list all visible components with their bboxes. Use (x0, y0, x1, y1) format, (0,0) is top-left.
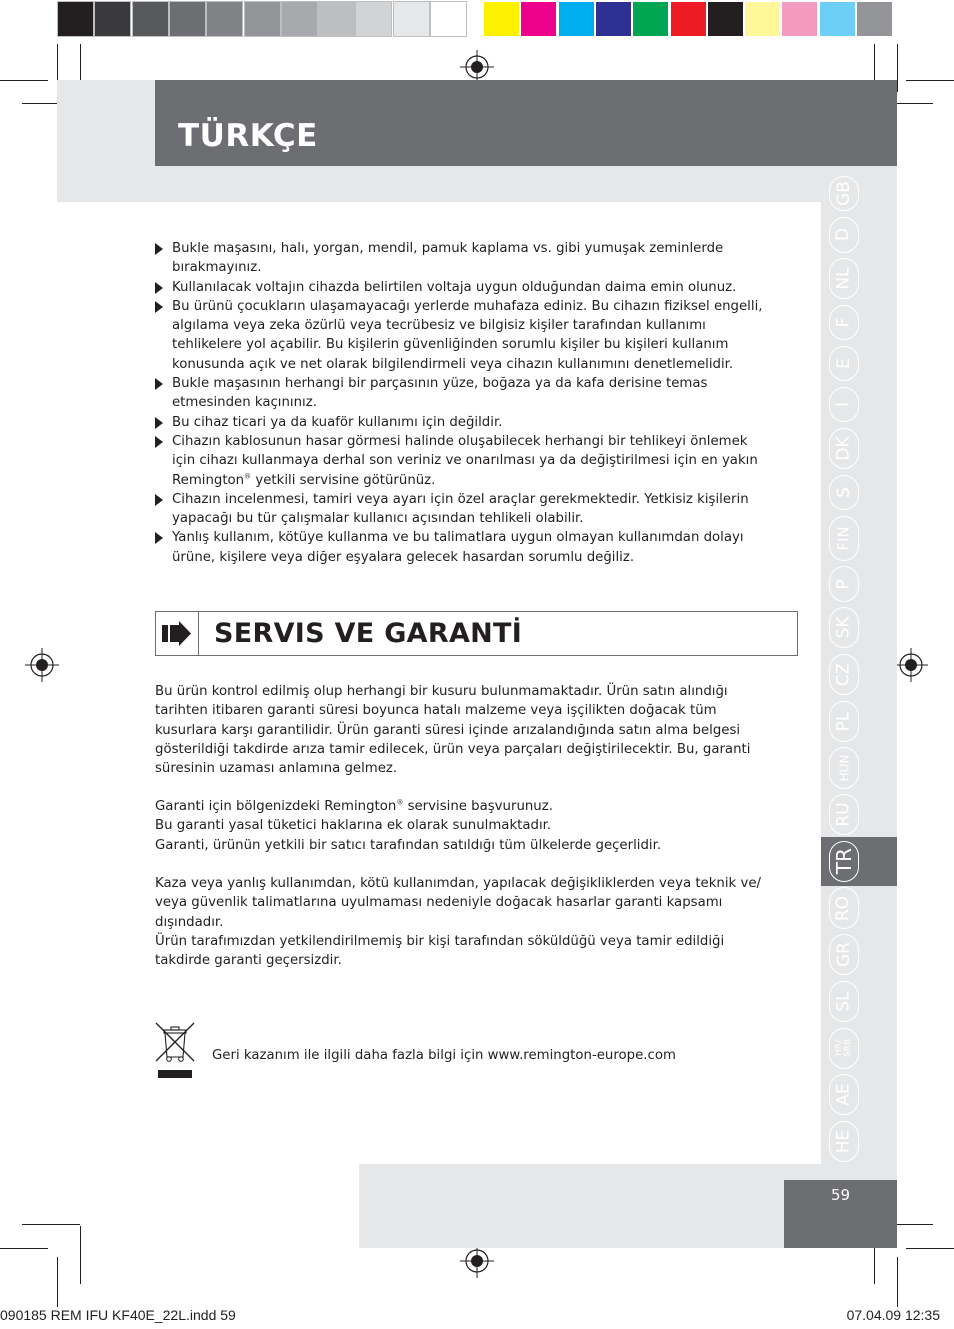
grayscale-swatch (133, 2, 168, 36)
tab-label: GB (833, 181, 854, 207)
color-swatch (633, 2, 668, 36)
tab-label: SK (833, 616, 854, 639)
grayscale-swatch (356, 2, 391, 36)
warranty-line: Bu garanti yasal tüketici haklarına ek olarak sunulmaktadır. (155, 818, 552, 834)
tab-label: HUN (836, 754, 851, 782)
bullet-arrow-icon (155, 417, 163, 429)
tab-pl[interactable] (829, 701, 859, 742)
color-swatch (745, 2, 780, 36)
tab-nl[interactable] (829, 258, 859, 299)
tab-d[interactable] (829, 217, 859, 252)
color-swatch (484, 2, 519, 36)
warranty-line: Garanti için bölgenizdeki Remington® servisine başvurunuz. (155, 798, 553, 814)
crossed-bin-icon (153, 1020, 197, 1080)
tab-label-line: SRB (842, 1038, 853, 1058)
color-swatch (596, 2, 631, 36)
list-item: Bu ürünü çocukların ulaşamayacağı yerlerde muhafaza ediniz. Bu cihazın fiziksel engelli, algılama veya zeka özürlü veya tecrübesiz ve bilgisiz kişiler tarafından kullanımı tehlikelere yol açabilir. Bu kişilerin güvenliğinden sorumlu kişiler bu kişileri kullanım konusunda açık ve net olarak bilgilendirmeli veya cihazın kullanımını denetlemelidir. (155, 297, 765, 374)
crop-mark (906, 80, 954, 81)
tab-label: RO (833, 895, 854, 921)
bullet-arrow-icon (155, 494, 163, 506)
tab-f[interactable] (829, 305, 859, 340)
tab-ro[interactable] (829, 887, 859, 928)
tab-hr-srb[interactable] (829, 1028, 859, 1069)
page-title: TÜRKÇE (178, 118, 318, 154)
bullet-arrow-icon (155, 282, 163, 294)
section-arrow-cell (156, 612, 199, 655)
tab-he[interactable] (829, 1121, 859, 1162)
grayscale-swatch (319, 2, 354, 36)
grayscale-swatch (282, 2, 317, 36)
bullet-arrow-icon (155, 532, 163, 544)
tab-sl[interactable] (829, 981, 859, 1022)
tab-p[interactable] (829, 566, 859, 601)
tab-label: S (833, 487, 854, 498)
tab-label: DK (833, 436, 854, 461)
tab-sk[interactable] (829, 607, 859, 648)
color-swatch (521, 2, 556, 36)
bullet-arrow-icon (155, 436, 163, 448)
tab-hun[interactable] (829, 747, 859, 788)
page-number-box (784, 1180, 897, 1248)
tab-label: PL (833, 711, 854, 732)
crop-mark (57, 1257, 58, 1307)
tab-label: AE (833, 1083, 854, 1106)
registration-mark-icon (460, 1244, 494, 1278)
tab-label: D (833, 228, 854, 242)
list-item: Kullanılacak voltajın cihazda belirtilen voltaja uygun olduğundan daima emin olunuz. (155, 278, 765, 297)
color-swatch (820, 2, 855, 36)
arrow-right-icon (156, 612, 198, 655)
bullet-arrow-icon (155, 243, 163, 255)
tab-label: FIN (834, 526, 853, 551)
tab-gb[interactable] (829, 176, 859, 211)
bullet-arrow-icon (155, 301, 163, 313)
tab-s[interactable] (829, 475, 859, 510)
grayscale-swatch (207, 2, 242, 36)
tab-label: P (833, 578, 854, 590)
crop-mark (22, 1224, 80, 1225)
slug-date-time: 07.04.09 12:35 (846, 1307, 940, 1323)
registration-mark-icon (460, 50, 494, 84)
tab-label: SL (833, 991, 854, 1012)
list-item: Bukle maşasını, halı, yorgan, mendil, pamuk kaplama vs. gibi yumuşak zeminlerde bırakmayınız. (155, 239, 765, 278)
tab-label: HE (833, 1129, 854, 1154)
tab-cz[interactable] (829, 654, 859, 695)
tab-e[interactable] (829, 346, 859, 381)
tab-ae[interactable] (829, 1074, 859, 1115)
warranty-paragraph-1: Bu ürün kontrol edilmiş olup herhangi bir kusuru bulunmamaktadır. Ürün satın alındığı tarihten itibaren garanti süresi boyunca hatalı malzeme veya işçilikten doğacak tüm kusurlara karşı garantilidir. Ürün garanti süresi içinde arızalandığında satın alma belgesi gösterildiği takdirde arıza tamir edilecek, ürün veya parçaları değiştirilecektir. Bu, garanti süresinin uzaması anlamına gelmez. (155, 684, 751, 777)
grayscale-swatch (394, 2, 429, 36)
warranty-paragraph-3: Kaza veya yanlış kullanımdan, kötü kullanımdan, yapılacak değişikliklerden veya teknik ve/ veya güvenlik talimatlarına uyulmaması nedeniyle doğacak hasarlar garanti kapsamı dışındadır. (155, 876, 761, 930)
color-swatch (857, 2, 892, 36)
list-item: Bu cihaz ticari ya da kuaför kullanımı için değildir. (155, 413, 765, 432)
bullet-arrow-icon (155, 378, 163, 390)
grayscale-swatch (245, 2, 280, 36)
color-swatch (782, 2, 817, 36)
tab-dk[interactable] (829, 428, 859, 469)
crop-mark (0, 80, 48, 81)
tab-tr[interactable] (829, 841, 859, 882)
tab-label: CZ (833, 662, 854, 687)
tab-label: E (833, 358, 854, 370)
grayscale-swatch (170, 2, 205, 36)
grayscale-swatch (95, 2, 130, 36)
color-swatch (671, 2, 706, 36)
recycle-info: Geri kazanım ile ilgili daha fazla bilgi için www.remington-europe.com (212, 1048, 676, 1063)
tab-label-line: HR/ (833, 1040, 844, 1057)
tab-label: F (833, 317, 854, 328)
tab-label: I (833, 402, 854, 408)
warranty-line: Garanti, ürünün yetkili bir satıcı tarafından satıldığı tüm ülkelerde geçerlidir. (155, 837, 662, 853)
tab-label: TR (832, 848, 856, 875)
section-heading (155, 611, 798, 656)
list-item: Cihazın kablosunun hasar görmesi halinde oluşabilecek herhangi bir tehlikeyi önlemek için cihazı kullanmaya derhal son veriniz ve onarılması ya da değiştirilmesi için en yakın Remington® yetkili servisine götürünüz. (155, 432, 765, 490)
safety-bullet-list (155, 239, 765, 567)
crop-mark (906, 1248, 954, 1249)
crop-mark (0, 1248, 48, 1249)
section-title: SERVIS VE GARANTİ (214, 618, 523, 649)
tab-fin[interactable] (829, 516, 859, 561)
tab-label: RU (833, 802, 854, 827)
warranty-paragraph-4: Ürün tarafımızdan yetkilendirilmemiş bir kişi tarafından söküldüğü veya tamir edildiği takdirde garanti geçersizdir. (155, 934, 725, 969)
list-item: Cihazın incelenmesi, tamiri veya ayarı için özel araçlar gerekmektedir. Yetkisiz kişilerin yapacağı bu tür çalışmalar kullanıcı açısından tehlikeli olabilir. (155, 490, 765, 529)
tab-ru[interactable] (829, 794, 859, 835)
tab-gr[interactable] (829, 934, 859, 975)
list-item: Bukle maşasının herhangi bir parçasının yüze, boğaza ya da kafa derisine temas etmesinden kaçınınız. (155, 374, 765, 413)
page-number: 59 (830, 1186, 851, 1204)
color-swatch (559, 2, 594, 36)
color-swatch (708, 2, 743, 36)
grayscale-swatch (431, 2, 466, 36)
crop-mark (897, 44, 898, 92)
list-item: Yanlış kullanım, kötüye kullanma ve bu talimatlara uygun olmayan kullanımdan dolayı ürüne, kişilere veya diğer eşyalara gelecek hasardan sorumlu değiliz. (155, 528, 765, 567)
slug-file-info: 090185 REM IFU KF40E_22L.indd 59 (0, 1307, 236, 1323)
tab-label: GR (833, 942, 854, 968)
tab-i[interactable] (829, 387, 859, 422)
tab-label (835, 1039, 853, 1057)
registration-mark-icon (25, 648, 59, 682)
crop-mark (897, 1257, 898, 1307)
tab-label: NL (833, 267, 854, 290)
warranty-paragraph-2 (155, 797, 765, 855)
grayscale-swatch (58, 2, 93, 36)
crop-mark (80, 1226, 81, 1284)
registration-mark-icon (894, 648, 928, 682)
